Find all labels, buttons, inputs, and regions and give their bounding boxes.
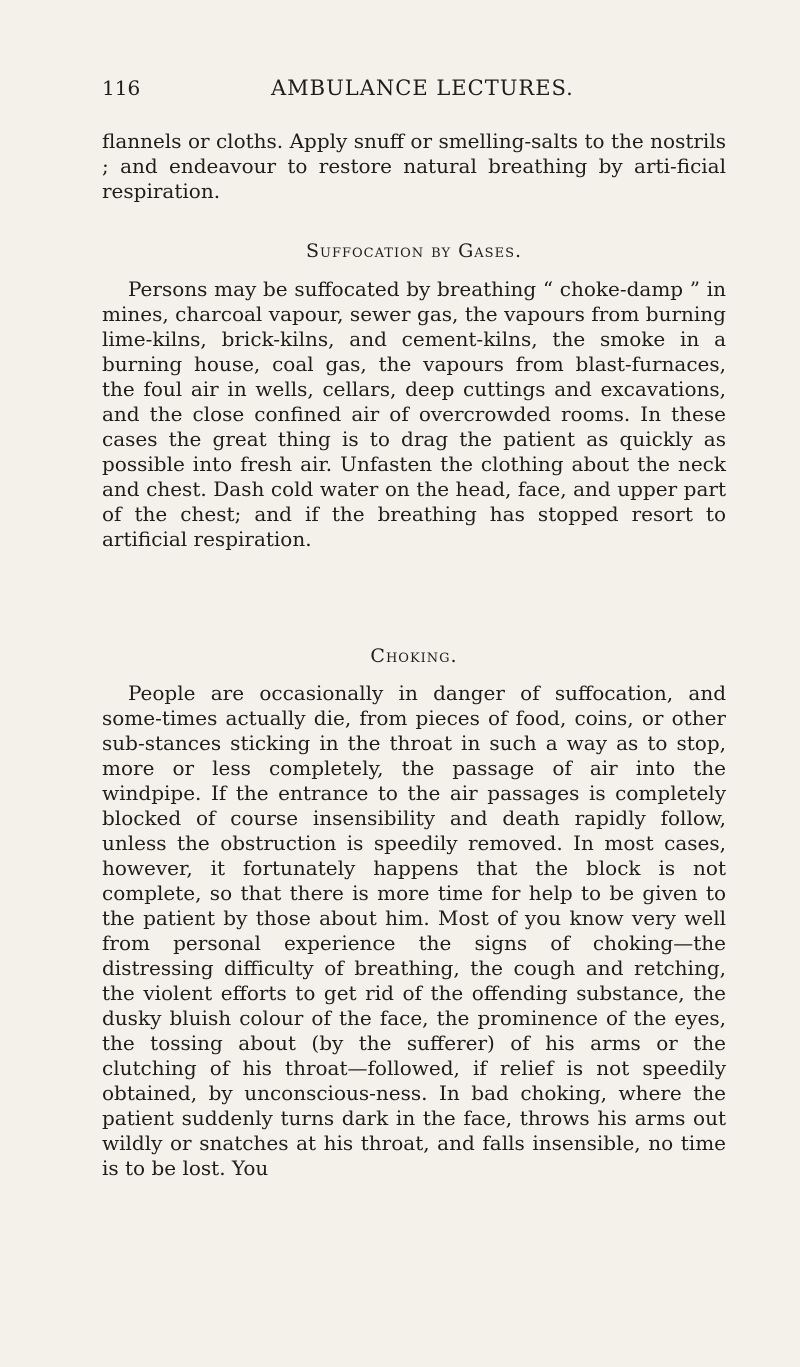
suffocation-by-gases-paragraph: Persons may be suffocated by breathing “ choke-damp ” in mines, charcoal vapour, sewer gas, the vapours from burning lime-kilns, brick-kilns, and cement-kilns, the smoke in a burning house, coal gas, the vapours from blast-furnaces, the foul air in wells, cellars, deep cuttings and excavations, and the close confined air of overcrowded rooms. In these cases the great thing is to drag the patient as quickly as possible into fresh air. Unfasten the clothing about the neck and chest. Dash cold water on the head, face, and upper part of the chest; and if the breathing has stopped resort to artificial respiration. [102,277,726,551]
running-title: AMBULANCE LECTURES. [271,76,574,100]
running-header [102,76,726,104]
section-heading-choking: Choking. [370,645,458,667]
page-number: 116 [102,76,141,100]
book-page [0,76,800,1367]
intro-paragraph: flannels or cloths. Apply snuff or smelling-salts to the nostrils ; and endeavour to restore natural breathing by arti-ficial respiration. [102,129,726,203]
choking-paragraph: People are occasionally in danger of suffocation, and some-times actually die, from pieces of food, coins, or other sub-stances sticking in the throat in such a way as to stop, more or less completely, the passage of air into the windpipe. If the entrance to the air passages is completely blocked of course insensibility and death rapidly follow, unless the obstruction is speedily removed. In most cases, however, it fortunately happens that the block is not complete, so that there is more time for help to be given to the patient by those about him. Most of you know very well from personal experience the signs of choking—the distressing difficulty of breathing, the cough and retching, the violent efforts to get rid of the offending substance, the dusky bluish colour of the face, the prominence of the eyes, the tossing about (by the sufferer) of his arms or the clutching of his throat—followed, if relief is not speedily obtained, by unconscious-ness. In bad choking, where the patient suddenly turns dark in the face, throws his arms out wildly or snatches at his throat, and falls insensible, no time is to be lost. You [102,681,726,1180]
section-heading-suffocation-by-gases: Suffocation by Gases. [305,240,523,262]
